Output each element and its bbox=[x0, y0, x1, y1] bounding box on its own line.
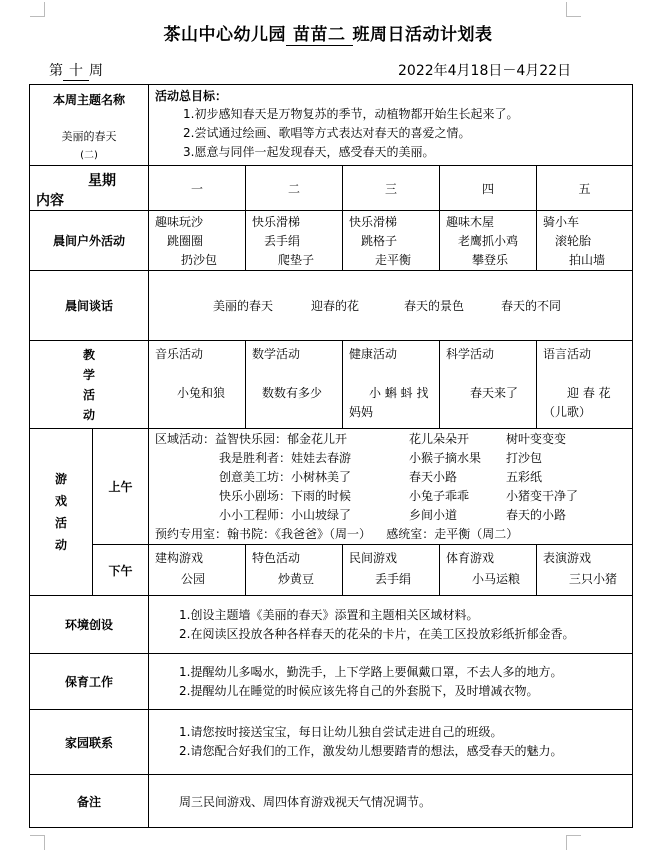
day-monday: 一 bbox=[149, 166, 246, 211]
teaching-cell bbox=[343, 341, 440, 429]
talk-topic: 春天的景色 bbox=[404, 299, 465, 313]
goals-label: 活动总目标： bbox=[155, 89, 228, 103]
outdoor-cell bbox=[440, 211, 537, 271]
week-line bbox=[49, 60, 103, 81]
day-friday: 五 bbox=[537, 166, 633, 211]
diagonal-header-cell bbox=[30, 166, 149, 211]
content-label: 内容 bbox=[36, 193, 64, 209]
booking-line: 预约专用室：翰书院：《我爸爸》（周一） 感统室：走平衡（周二） bbox=[155, 527, 519, 541]
environment-cell bbox=[149, 596, 633, 654]
home-label: 家园联系 bbox=[30, 710, 149, 775]
area-item: 乡间小道 bbox=[409, 508, 458, 522]
outdoor-activity: 快乐滑梯 bbox=[349, 215, 398, 229]
outdoor-cell bbox=[343, 211, 440, 271]
weekly-plan-table bbox=[29, 84, 633, 828]
area-item: 区域活动：益智快乐园：郁金花儿开 bbox=[155, 432, 348, 446]
outdoor-activity: 趣味木屋 bbox=[446, 215, 495, 229]
theme-part: (二) bbox=[80, 150, 98, 161]
area-row bbox=[155, 430, 347, 447]
activity-type: 健康活动 bbox=[349, 347, 398, 361]
games-label-char: 活 bbox=[54, 516, 67, 530]
outdoor-cell bbox=[149, 211, 246, 271]
outdoor-cell bbox=[537, 211, 633, 271]
outdoor-activity: 老鹰抓小鸡 bbox=[458, 234, 519, 248]
area-item: 树叶变变变 bbox=[506, 432, 567, 446]
activity-name: 数数有多少 bbox=[262, 386, 323, 400]
teaching-row bbox=[30, 341, 633, 429]
area-item: 我是胜利者：娃娃去春游 bbox=[219, 451, 352, 465]
game-type: 表演游戏 bbox=[543, 551, 592, 565]
talk-topics-cell bbox=[149, 271, 633, 341]
activity-type: 数学活动 bbox=[252, 347, 301, 361]
area-item: 小兔子乖乖 bbox=[409, 489, 470, 503]
teaching-label-char: 教 bbox=[83, 347, 96, 362]
activity-name: 小 蝌 蚪 找 bbox=[369, 386, 429, 400]
area-item: 小猴子摘水果 bbox=[409, 451, 482, 465]
teaching-cell bbox=[149, 341, 246, 429]
game-name: 三只小猪 bbox=[569, 572, 618, 586]
goal-item: 2.尝试通过绘画、歌唱等方式表达对春天的喜爱之情。 bbox=[183, 126, 471, 140]
goal-item: 3.愿意与同伴一起发现春天，感受春天的美丽。 bbox=[183, 145, 435, 159]
teaching-label-char: 活 bbox=[83, 387, 96, 402]
activity-type: 音乐活动 bbox=[155, 347, 204, 361]
afternoon-cell bbox=[149, 545, 246, 596]
outdoor-activity: 攀登乐 bbox=[472, 253, 509, 267]
notes-cell: 周三民间游戏、周四体育游戏视天气情况调节。 bbox=[149, 775, 633, 828]
care-item: 2.提醒幼儿在睡觉的时候应该先将自己的外套脱下，及时增减衣物。 bbox=[179, 683, 539, 698]
outdoor-activity: 骑小车 bbox=[543, 215, 580, 229]
area-item: 春天小路 bbox=[409, 470, 458, 484]
game-type: 体育游戏 bbox=[446, 551, 495, 565]
theme-label: 本周主题名称 bbox=[53, 93, 126, 107]
teaching-label-char: 学 bbox=[83, 367, 96, 382]
home-cell bbox=[149, 710, 633, 775]
home-item: 2.请您配合好我们的工作，激发幼儿想要踏青的想法，感受春天的魅力。 bbox=[179, 744, 563, 758]
notes-label: 备注 bbox=[30, 775, 149, 828]
games-label-char: 动 bbox=[54, 538, 67, 552]
goals-cell bbox=[149, 85, 633, 166]
environment-row bbox=[30, 596, 633, 654]
week-suffix: 周 bbox=[89, 63, 103, 79]
game-name: 公园 bbox=[181, 572, 206, 586]
class-name: 苗苗二 bbox=[286, 20, 353, 46]
care-item: 1.提醒幼儿多喝水，勤洗手，上下学路上要佩戴口罩，不去人多的地方。 bbox=[179, 664, 563, 679]
teaching-cell bbox=[537, 341, 633, 429]
care-row bbox=[30, 654, 633, 710]
crop-mark-bottom-right bbox=[566, 835, 581, 850]
game-name: 小马运粮 bbox=[472, 572, 521, 586]
teaching-label bbox=[30, 341, 149, 429]
activity-name: 迎 春 花 bbox=[567, 386, 611, 400]
teaching-cell bbox=[440, 341, 537, 429]
outdoor-row bbox=[30, 211, 633, 271]
games-afternoon-row bbox=[30, 545, 633, 596]
teaching-label-char: 动 bbox=[83, 407, 96, 422]
home-item: 1.请您按时接送宝宝，每日让幼儿独自尝试走进自己的班级。 bbox=[179, 725, 503, 739]
activity-name: 小兔和狼 bbox=[177, 386, 226, 400]
games-label-char: 戏 bbox=[54, 494, 67, 508]
theme-cell bbox=[30, 85, 149, 166]
games-label bbox=[30, 429, 93, 596]
outdoor-activity: 走平衡 bbox=[375, 253, 412, 267]
activity-name-cont: 妈妈 bbox=[349, 405, 374, 419]
page-title bbox=[0, 20, 656, 46]
game-type: 民间游戏 bbox=[349, 551, 398, 565]
outdoor-activity: 跳格子 bbox=[361, 234, 398, 248]
title-suffix: 班周日活动计划表 bbox=[352, 25, 493, 45]
notes-row bbox=[30, 775, 633, 828]
week-prefix: 第 bbox=[49, 63, 63, 79]
date-range: 2022年4月18日－4月22日 bbox=[398, 63, 572, 79]
care-label: 保育工作 bbox=[30, 654, 149, 710]
theme-name: 美丽的春天 bbox=[61, 130, 117, 143]
game-type: 特色活动 bbox=[252, 551, 301, 565]
activity-type: 语言活动 bbox=[543, 347, 592, 361]
outdoor-activity: 爬垫子 bbox=[278, 253, 315, 267]
day-label: 星期 bbox=[88, 173, 116, 189]
day-tuesday: 二 bbox=[246, 166, 343, 211]
area-item: 创意美工坊：小树林美了 bbox=[219, 470, 352, 484]
goal-item: 1.初步感知春天是万物复苏的季节，动植物都开始生长起来了。 bbox=[183, 107, 519, 121]
area-item: 快乐小剧场：下雨的时候 bbox=[219, 489, 352, 503]
game-name: 炒黄豆 bbox=[278, 572, 315, 586]
afternoon-label: 下午 bbox=[93, 545, 149, 596]
day-header-row bbox=[30, 166, 633, 211]
outdoor-activity: 趣味玩沙 bbox=[155, 215, 204, 229]
area-item: 春天的小路 bbox=[506, 508, 567, 522]
afternoon-cell bbox=[246, 545, 343, 596]
environment-item: 1.创设主题墙《美丽的春天》添置和主题相关区域材料。 bbox=[179, 607, 479, 622]
day-wednesday: 三 bbox=[343, 166, 440, 211]
outdoor-activity: 丢手绢 bbox=[264, 234, 301, 248]
area-item: 小猪变干净了 bbox=[506, 489, 579, 503]
school-name: 茶山中心幼儿园 bbox=[163, 25, 286, 45]
talk-label: 晨间谈话 bbox=[30, 271, 149, 341]
activity-type: 科学活动 bbox=[446, 347, 495, 361]
talk-row bbox=[30, 271, 633, 341]
crop-mark-top-right bbox=[566, 2, 581, 17]
outdoor-activity: 跳圈圈 bbox=[167, 234, 204, 248]
home-row bbox=[30, 710, 633, 775]
day-thursday: 四 bbox=[440, 166, 537, 211]
activity-name: 春天来了 bbox=[470, 386, 519, 400]
outdoor-cell bbox=[246, 211, 343, 271]
afternoon-cell bbox=[440, 545, 537, 596]
outdoor-label: 晨间户外活动 bbox=[30, 211, 149, 271]
week-number: 十 bbox=[63, 60, 89, 81]
outdoor-activity: 快乐滑梯 bbox=[252, 215, 301, 229]
games-label-char: 游 bbox=[54, 472, 67, 486]
activity-name-cont: （儿歌） bbox=[543, 405, 592, 419]
crop-mark-top-left bbox=[30, 2, 45, 17]
theme-row bbox=[30, 85, 633, 166]
outdoor-activity: 滚轮胎 bbox=[555, 234, 592, 248]
area-item: 小小工程师：小山坡绿了 bbox=[219, 508, 352, 522]
game-name: 丢手绢 bbox=[375, 572, 412, 586]
outdoor-activity: 拍山墙 bbox=[569, 253, 606, 267]
afternoon-cell bbox=[343, 545, 440, 596]
talk-topic: 迎春的花 bbox=[311, 299, 360, 313]
area-item: 五彩纸 bbox=[506, 470, 543, 484]
talk-topic: 春天的不同 bbox=[501, 299, 562, 313]
outdoor-activity: 扔沙包 bbox=[181, 253, 218, 267]
crop-mark-bottom-left bbox=[30, 835, 45, 850]
environment-item: 2.在阅读区投放各种各样春天的花朵的卡片，在美工区投放彩纸折郁金香。 bbox=[179, 626, 575, 641]
environment-label: 环境创设 bbox=[30, 596, 149, 654]
area-item: 打沙包 bbox=[506, 451, 543, 465]
teaching-cell bbox=[246, 341, 343, 429]
afternoon-cell bbox=[537, 545, 633, 596]
games-morning-row bbox=[30, 429, 633, 545]
care-cell bbox=[149, 654, 633, 710]
morning-label: 上午 bbox=[93, 429, 149, 545]
talk-topic: 美丽的春天 bbox=[213, 299, 274, 313]
area-activities-cell bbox=[149, 429, 633, 545]
game-type: 建构游戏 bbox=[155, 551, 204, 565]
area-item: 花儿朵朵开 bbox=[409, 432, 470, 446]
